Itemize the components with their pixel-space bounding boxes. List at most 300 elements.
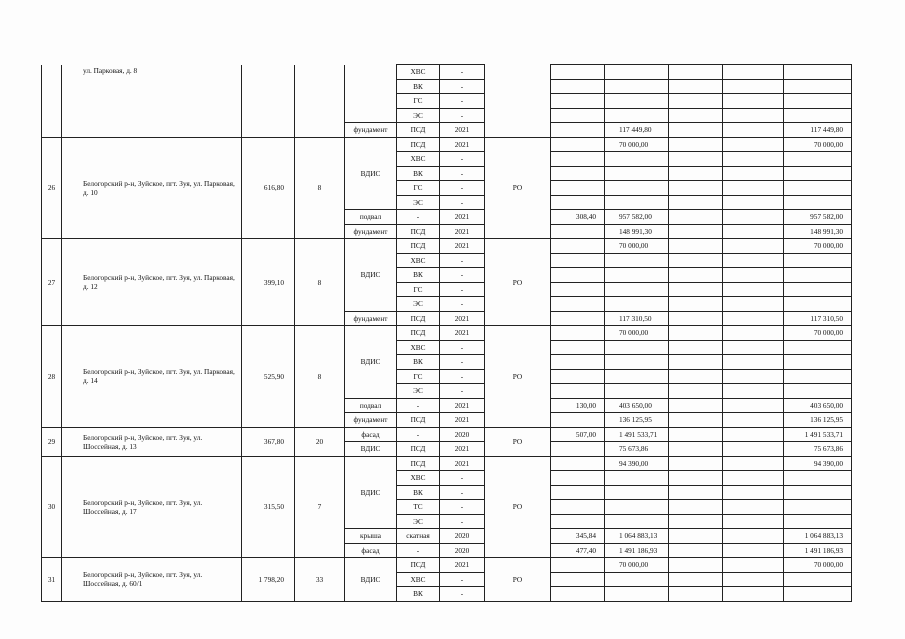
table-cell: РО	[485, 137, 551, 239]
table-cell	[669, 224, 723, 239]
table-cell: ПСД	[397, 137, 440, 152]
table-cell	[551, 587, 605, 602]
table-cell	[551, 442, 605, 457]
table-cell: 2021	[440, 239, 485, 254]
table-cell: 2021	[440, 137, 485, 152]
table-cell: -	[440, 152, 485, 167]
table-cell: РО	[485, 239, 551, 326]
table-cell: 8	[295, 137, 345, 239]
table-cell: ГС	[397, 181, 440, 196]
table-row	[42, 326, 852, 341]
table-cell	[605, 65, 669, 80]
table-cell	[605, 500, 669, 515]
table-row	[42, 558, 852, 573]
table-cell: 2021	[440, 326, 485, 341]
table-cell	[669, 529, 723, 544]
table-cell	[551, 137, 605, 152]
table-cell: 525,90	[242, 326, 295, 428]
table-cell: ВК	[397, 79, 440, 94]
table-cell	[485, 65, 551, 138]
table-cell: 117 310,50	[784, 311, 852, 326]
table-cell: ЭС	[397, 195, 440, 210]
table-cell: ПСД	[397, 311, 440, 326]
table-cell	[669, 166, 723, 181]
table-cell	[605, 282, 669, 297]
table-cell: 507,00	[551, 427, 605, 442]
table-cell: 94 390,00	[784, 456, 852, 471]
table-cell: 8	[295, 239, 345, 326]
table-cell	[551, 239, 605, 254]
table-cell: 2021	[440, 456, 485, 471]
table-cell: 7	[295, 456, 345, 558]
table-cell: -	[440, 268, 485, 283]
table-cell	[784, 108, 852, 123]
table-cell: 1 798,20	[242, 558, 295, 602]
table-cell	[723, 268, 784, 283]
table-cell: 315,50	[242, 456, 295, 558]
table-cell: подвал	[345, 210, 397, 225]
table-cell	[723, 369, 784, 384]
table-cell	[669, 514, 723, 529]
table-cell: фундамент	[345, 311, 397, 326]
table-cell: 70 000,00	[605, 239, 669, 254]
table-cell	[784, 65, 852, 80]
table-cell: 308,40	[551, 210, 605, 225]
table-cell: ГС	[397, 282, 440, 297]
table-cell	[723, 514, 784, 529]
table-cell: 70 000,00	[784, 137, 852, 152]
table-cell	[723, 587, 784, 602]
table-cell: ХВС	[397, 152, 440, 167]
table-cell	[669, 326, 723, 341]
table-cell: ХВС	[397, 572, 440, 587]
table-cell	[605, 166, 669, 181]
table-cell	[723, 456, 784, 471]
table-cell	[669, 108, 723, 123]
table-cell	[784, 195, 852, 210]
table-cell: -	[397, 543, 440, 558]
table-cell: 1 064 883,13	[784, 529, 852, 544]
table-cell	[669, 369, 723, 384]
address-cell: Белогорский р-н, Зуйское, пгт. Зуя, ул. Шоссейная, д. 13	[62, 427, 242, 456]
table-cell	[723, 79, 784, 94]
table-cell	[723, 137, 784, 152]
table-cell	[669, 587, 723, 602]
table-cell	[551, 282, 605, 297]
table-cell	[551, 514, 605, 529]
address-cell: Белогорский р-н, Зуйское, пгт. Зуя, ул. Шоссейная, д. 60/1	[62, 558, 242, 602]
table-cell	[723, 166, 784, 181]
table-cell: ВК	[397, 166, 440, 181]
address-cell: Белогорский р-н, Зуйское, пгт. Зуя, ул. Парковая, д. 14	[62, 326, 242, 428]
table-cell: ВДИС	[345, 456, 397, 529]
table-cell: РО	[485, 558, 551, 602]
table-cell: 1 491 186,93	[784, 543, 852, 558]
table-cell: ПСД	[397, 123, 440, 138]
table-cell	[784, 572, 852, 587]
table-cell	[605, 253, 669, 268]
table-cell: 70 000,00	[784, 326, 852, 341]
table-cell	[551, 224, 605, 239]
table-cell: 75 673,86	[605, 442, 669, 457]
table-cell	[605, 369, 669, 384]
table-cell: 94 390,00	[605, 456, 669, 471]
table-cell	[669, 239, 723, 254]
table-cell: ЭС	[397, 514, 440, 529]
table-cell: -	[397, 398, 440, 413]
table-cell	[551, 152, 605, 167]
table-cell	[669, 311, 723, 326]
table-cell	[723, 355, 784, 370]
table-cell: 117 310,50	[605, 311, 669, 326]
table-cell: РО	[485, 427, 551, 456]
table-cell	[669, 500, 723, 515]
table-cell	[605, 268, 669, 283]
capital-repair-table	[41, 64, 852, 602]
table-row	[42, 456, 852, 471]
table-cell	[551, 65, 605, 80]
table-cell: 70 000,00	[784, 239, 852, 254]
table-cell: 27	[42, 239, 62, 326]
table-cell	[669, 471, 723, 486]
table-cell	[551, 558, 605, 573]
address-cell: Белогорский р-н, Зуйское, пгт. Зуя, ул. Парковая, д. 10	[62, 137, 242, 239]
table-cell	[784, 268, 852, 283]
table-cell	[605, 384, 669, 399]
table-cell: ПСД	[397, 326, 440, 341]
table-cell	[551, 326, 605, 341]
table-cell	[551, 369, 605, 384]
table-cell: 117 449,80	[784, 123, 852, 138]
table-cell	[723, 340, 784, 355]
table-cell	[551, 413, 605, 428]
table-cell	[669, 94, 723, 109]
table-cell: -	[440, 369, 485, 384]
table-cell: ХВС	[397, 340, 440, 355]
table-cell: ВК	[397, 268, 440, 283]
table-cell	[669, 355, 723, 370]
table-cell: 1 491 533,71	[605, 427, 669, 442]
table-cell: -	[440, 500, 485, 515]
table-cell: 28	[42, 326, 62, 428]
table-cell: -	[440, 253, 485, 268]
table-cell	[784, 369, 852, 384]
table-cell	[784, 340, 852, 355]
table-cell	[723, 123, 784, 138]
table-cell	[723, 558, 784, 573]
table-cell: 2020	[440, 427, 485, 442]
table-cell	[605, 587, 669, 602]
table-cell	[723, 471, 784, 486]
table-cell	[669, 572, 723, 587]
table-cell	[723, 297, 784, 312]
table-cell	[551, 340, 605, 355]
table-cell: 2021	[440, 123, 485, 138]
table-cell	[669, 195, 723, 210]
table-cell	[723, 152, 784, 167]
table-cell: 29	[42, 427, 62, 456]
address-cell: Белогорский р-н, Зуйское, пгт. Зуя, ул. Шоссейная, д. 17	[62, 456, 242, 558]
table-cell: фасад	[345, 427, 397, 442]
table-cell	[723, 326, 784, 341]
table-cell	[605, 195, 669, 210]
table-cell: 367,80	[242, 427, 295, 456]
table-cell: -	[440, 340, 485, 355]
table-cell: -	[440, 166, 485, 181]
table-cell: -	[440, 384, 485, 399]
table-cell	[784, 94, 852, 109]
table-cell	[723, 413, 784, 428]
table-cell	[669, 456, 723, 471]
table-cell	[605, 572, 669, 587]
table-cell	[669, 340, 723, 355]
table-cell	[605, 108, 669, 123]
address-cell: ул. Парковая, д. 8	[62, 65, 242, 138]
table-cell: 2021	[440, 413, 485, 428]
table-cell: ПСД	[397, 413, 440, 428]
table-cell: -	[440, 65, 485, 80]
table-cell: 1 064 883,13	[605, 529, 669, 544]
table-cell: 117 449,80	[605, 123, 669, 138]
table-cell	[784, 152, 852, 167]
table-cell: -	[440, 181, 485, 196]
table-cell: 70 000,00	[605, 558, 669, 573]
table-cell: -	[440, 94, 485, 109]
table-cell	[551, 123, 605, 138]
table-cell	[551, 500, 605, 515]
table-cell: 33	[295, 558, 345, 602]
table-cell: ХВС	[397, 471, 440, 486]
table-cell	[669, 442, 723, 457]
table-cell: 2020	[440, 543, 485, 558]
table-cell	[723, 282, 784, 297]
table-cell: 399,10	[242, 239, 295, 326]
table-cell	[295, 65, 345, 138]
table-cell: 1 491 186,93	[605, 543, 669, 558]
table-cell: ВК	[397, 587, 440, 602]
table-cell	[723, 239, 784, 254]
table-cell	[784, 500, 852, 515]
table-cell: -	[440, 587, 485, 602]
table-cell	[723, 181, 784, 196]
table-cell	[669, 253, 723, 268]
table-cell	[551, 471, 605, 486]
table-cell	[551, 79, 605, 94]
table-cell	[551, 297, 605, 312]
table-cell	[723, 572, 784, 587]
table-cell	[605, 355, 669, 370]
table-row	[42, 65, 852, 80]
table-cell: ХВС	[397, 253, 440, 268]
table-cell: РО	[485, 456, 551, 558]
table-cell	[723, 543, 784, 558]
table-cell	[723, 65, 784, 80]
table-cell	[669, 297, 723, 312]
table-cell: 2021	[440, 442, 485, 457]
table-cell	[669, 558, 723, 573]
table-cell	[605, 297, 669, 312]
table-cell: фундамент	[345, 123, 397, 138]
table-cell: фасад	[345, 543, 397, 558]
table-cell	[605, 340, 669, 355]
table-cell	[784, 253, 852, 268]
table-cell: 2020	[440, 529, 485, 544]
table-cell: ВДИС	[345, 558, 397, 602]
table-cell	[42, 65, 62, 138]
table-cell	[669, 152, 723, 167]
table-cell	[669, 427, 723, 442]
work-subtype: ХВС	[397, 65, 440, 80]
table-cell	[551, 384, 605, 399]
table-cell	[605, 181, 669, 196]
table-cell	[669, 543, 723, 558]
table-cell	[669, 123, 723, 138]
table-cell	[605, 79, 669, 94]
table-cell: ПСД	[397, 456, 440, 471]
table-cell: 2021	[440, 311, 485, 326]
table-cell: фундамент	[345, 224, 397, 239]
table-cell	[605, 485, 669, 500]
table-cell: -	[440, 282, 485, 297]
table-cell	[551, 355, 605, 370]
table-cell	[669, 398, 723, 413]
table-cell	[669, 268, 723, 283]
table-cell	[551, 94, 605, 109]
table-cell	[723, 224, 784, 239]
table-cell	[723, 311, 784, 326]
table-cell	[723, 384, 784, 399]
table-cell: -	[397, 427, 440, 442]
table-cell: 148 991,30	[605, 224, 669, 239]
table-cell: -	[440, 108, 485, 123]
table-cell	[669, 137, 723, 152]
table-cell	[784, 181, 852, 196]
row-number: 26	[42, 137, 62, 239]
table-cell	[784, 282, 852, 297]
table-cell	[605, 471, 669, 486]
table-cell	[669, 282, 723, 297]
table-row	[42, 137, 852, 152]
table-cell: 345,84	[551, 529, 605, 544]
table-cell	[784, 297, 852, 312]
table-cell	[784, 355, 852, 370]
table-cell: ВДИС	[345, 239, 397, 312]
table-cell: 2021	[440, 224, 485, 239]
table-cell: ПСД	[397, 558, 440, 573]
table-cell	[669, 384, 723, 399]
table-cell	[669, 210, 723, 225]
table-cell	[784, 485, 852, 500]
table-cell: 75 673,86	[784, 442, 852, 457]
table-cell	[723, 195, 784, 210]
table-cell	[784, 587, 852, 602]
table-cell: ГС	[397, 369, 440, 384]
table-cell: 136 125,95	[605, 413, 669, 428]
table-cell: -	[440, 471, 485, 486]
table-cell	[551, 195, 605, 210]
table-cell	[345, 65, 397, 123]
table-cell: ВДИС	[345, 326, 397, 399]
table-cell	[784, 384, 852, 399]
table-cell: 20	[295, 427, 345, 456]
table-cell: -	[440, 195, 485, 210]
table-cell: -	[440, 297, 485, 312]
table-cell	[551, 485, 605, 500]
table-cell: ПСД	[397, 239, 440, 254]
table-cell: 957 582,00	[784, 210, 852, 225]
table-cell: 148 991,30	[784, 224, 852, 239]
table-cell	[723, 398, 784, 413]
table-cell: ВДИС	[345, 137, 397, 210]
table-cell	[669, 485, 723, 500]
table-cell: 1 491 533,71	[784, 427, 852, 442]
table-cell: -	[397, 210, 440, 225]
table-row	[42, 427, 852, 442]
table-cell: фундамент	[345, 413, 397, 428]
table-cell: -	[440, 355, 485, 370]
table-cell: -	[440, 572, 485, 587]
table-cell: 70 000,00	[605, 326, 669, 341]
table-cell: 2021	[440, 558, 485, 573]
table-cell: ВК	[397, 355, 440, 370]
table-cell	[723, 500, 784, 515]
table-cell	[723, 442, 784, 457]
table-cell: 136 125,95	[784, 413, 852, 428]
table-cell	[551, 311, 605, 326]
table-cell: 31	[42, 558, 62, 602]
table-cell: 130,00	[551, 398, 605, 413]
table-cell: ПСД	[397, 224, 440, 239]
table-cell: ЭС	[397, 297, 440, 312]
table-cell: РО	[485, 326, 551, 428]
table-cell	[605, 514, 669, 529]
table-cell	[723, 94, 784, 109]
table-cell	[669, 413, 723, 428]
table-cell	[551, 181, 605, 196]
table-cell: ВК	[397, 485, 440, 500]
table-cell	[242, 65, 295, 138]
table-cell	[784, 79, 852, 94]
table-cell	[784, 471, 852, 486]
table-cell	[551, 456, 605, 471]
table-cell	[723, 108, 784, 123]
table-cell: -	[440, 514, 485, 529]
table-cell	[723, 485, 784, 500]
table-cell: подвал	[345, 398, 397, 413]
table-cell	[784, 166, 852, 181]
table-cell: ГС	[397, 94, 440, 109]
address-cell: Белогорский р-н, Зуйское, пгт. Зуя, ул. Парковая, д. 12	[62, 239, 242, 326]
table-cell: 403 650,00	[605, 398, 669, 413]
table-cell	[669, 181, 723, 196]
table-cell	[551, 108, 605, 123]
table-cell: 616,80	[242, 137, 295, 239]
table-cell	[723, 210, 784, 225]
table-cell: ЭС	[397, 108, 440, 123]
table-cell	[551, 253, 605, 268]
table-cell: 70 000,00	[605, 137, 669, 152]
table-cell: 70 000,00	[784, 558, 852, 573]
table-cell	[784, 514, 852, 529]
table-cell	[723, 529, 784, 544]
table-cell: скатная	[397, 529, 440, 544]
table-cell	[723, 253, 784, 268]
table-cell: 2021	[440, 398, 485, 413]
table-cell: -	[440, 79, 485, 94]
table-cell: 8	[295, 326, 345, 428]
table-cell	[605, 94, 669, 109]
table-cell: крыша	[345, 529, 397, 544]
